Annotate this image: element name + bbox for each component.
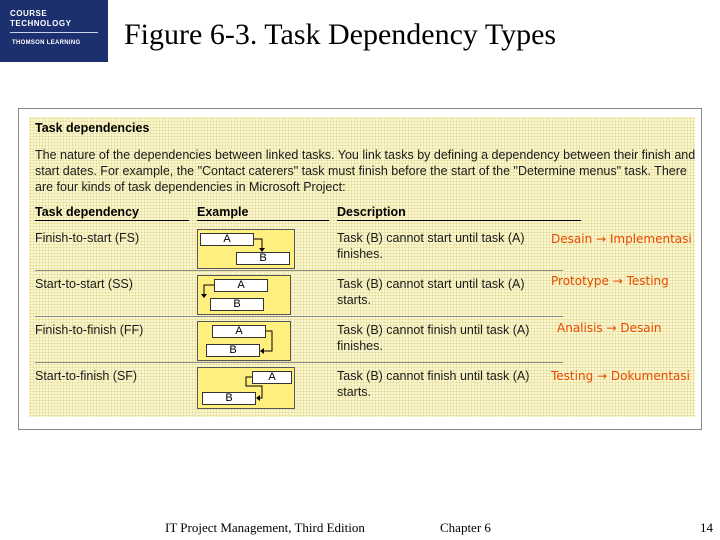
- header-description: Description: [337, 205, 406, 219]
- link-arrow-icon: [198, 230, 294, 268]
- task-b-bar: B: [206, 344, 260, 357]
- footer-book-title: IT Project Management, Third Edition: [165, 520, 365, 535]
- ff-example-diagram: [197, 321, 291, 361]
- slide-title: Figure 6-3. Task Dependency Types: [124, 18, 557, 51]
- course-technology-logo: [0, 0, 108, 62]
- annotation-note: Prototype → Testing: [551, 274, 669, 288]
- dependency-description: Task (B) cannot finish until task (A) finishes.: [337, 323, 530, 353]
- row-separator: [35, 362, 563, 363]
- link-arrow-icon: [198, 368, 294, 408]
- dependency-description: Task (B) cannot start until task (A) starts.: [337, 277, 525, 307]
- footer-page-number: 14: [700, 520, 713, 535]
- task-a-bar: A: [200, 233, 254, 246]
- dependency-name: Start-to-start (SS): [35, 277, 133, 291]
- task-dependencies-panel: [18, 108, 702, 430]
- task-a-bar: A: [252, 371, 292, 384]
- task-a-bar: A: [214, 279, 268, 292]
- logo-line-3: THOMSON LEARNING: [12, 40, 81, 46]
- intro-text: The nature of the dependencies between linked tasks. You link tasks by defining a dependency between their finish and start dates. For example, the "Contact caterers" task must finish before the start of the "Determine menus" task. There are four kinds of task dependencies in Microsoft Project:: [35, 148, 696, 194]
- task-b-bar: B: [210, 298, 264, 311]
- dependency-name: Finish-to-finish (FF): [35, 323, 144, 337]
- dependency-name: Start-to-finish (SF): [35, 369, 138, 383]
- annotation-note: Desain → Implementasi: [551, 232, 692, 246]
- task-b-bar: B: [202, 392, 256, 405]
- header-underline-example: [197, 220, 329, 221]
- header-task-dependency: Task dependency: [35, 205, 139, 219]
- fs-example-diagram: [197, 229, 295, 269]
- link-arrow-icon: [198, 276, 290, 314]
- logo-line-1: COURSE: [10, 9, 48, 18]
- logo-rule: [10, 32, 98, 33]
- row-separator: [35, 316, 563, 317]
- link-arrow-icon: [198, 322, 290, 360]
- sf-example-diagram: [197, 367, 295, 409]
- header-underline-description: [337, 220, 581, 221]
- annotation-note: Testing → Dokumentasi: [551, 369, 690, 383]
- ss-example-diagram: [197, 275, 291, 315]
- logo-line-2: TECHNOLOGY: [10, 19, 72, 28]
- task-b-bar: B: [236, 252, 290, 265]
- annotation-note: Analisis → Desain: [557, 321, 662, 335]
- dependency-description: Task (B) cannot start until task (A) finishes.: [337, 231, 525, 261]
- row-separator: [35, 270, 563, 271]
- footer-chapter: Chapter 6: [440, 520, 491, 535]
- header-example: Example: [197, 205, 249, 219]
- dependency-name: Finish-to-start (FS): [35, 231, 140, 245]
- dependency-description: Task (B) cannot finish until task (A) starts.: [337, 369, 530, 399]
- section-title: Task dependencies: [35, 121, 150, 135]
- header-underline-dependency: [35, 220, 189, 221]
- task-a-bar: A: [212, 325, 266, 338]
